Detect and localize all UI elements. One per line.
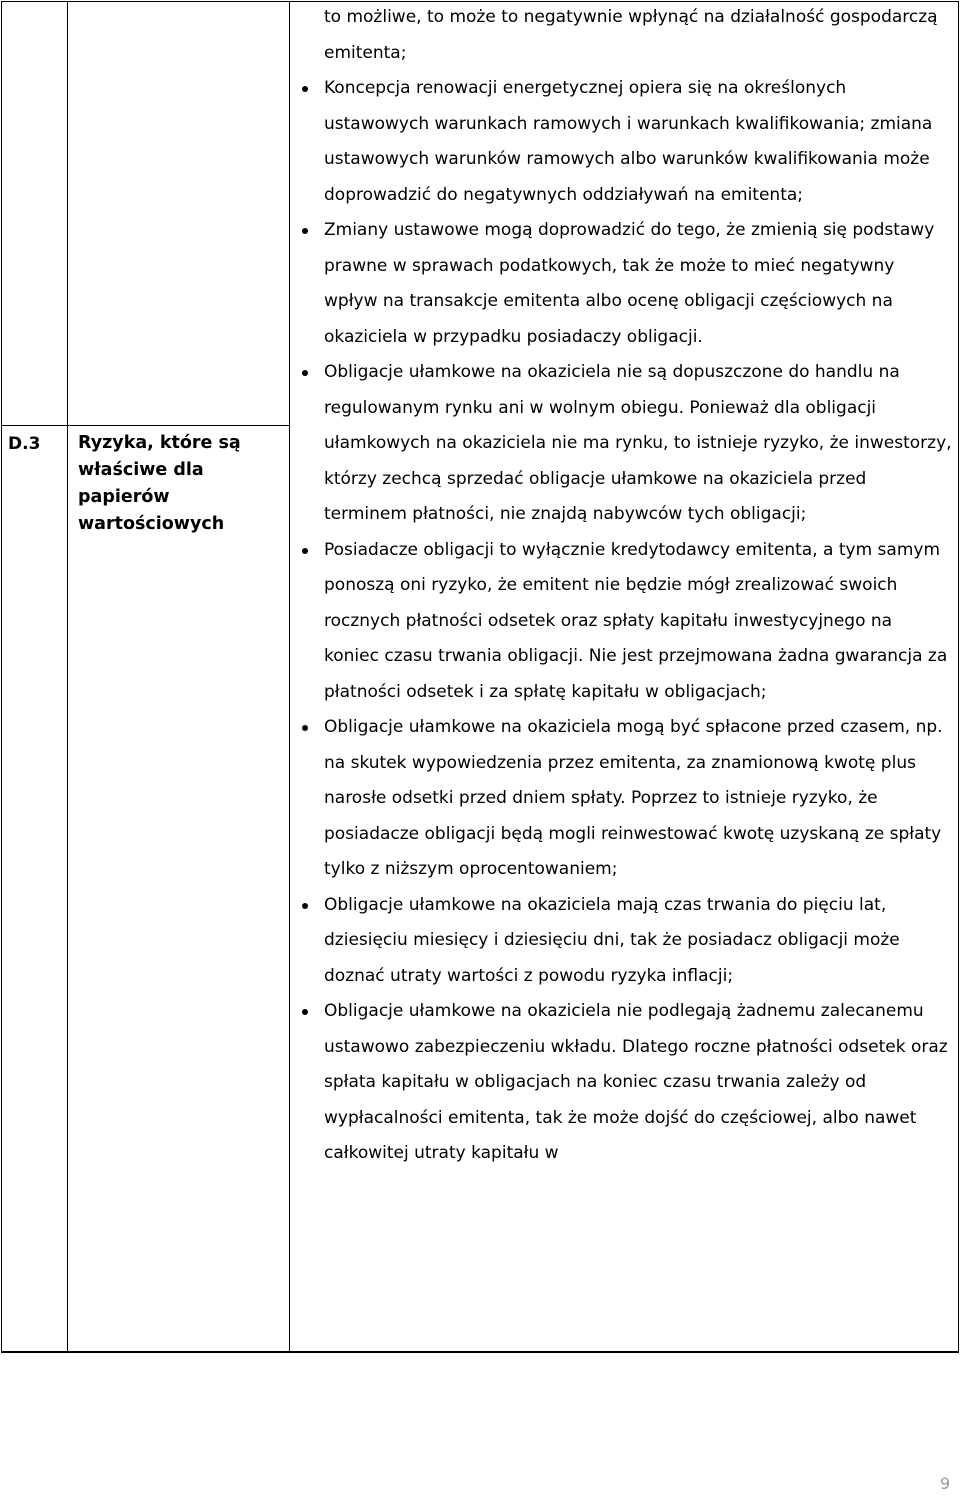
- table-column-divider-code: [67, 1, 68, 1353]
- section-title: Ryzyka, które są właściwe dla papierów wartościowych: [78, 433, 241, 534]
- bullet-list-d3: [300, 355, 952, 1172]
- table-column-divider-title: [289, 1, 290, 1353]
- bullet-list-previous-section: [300, 71, 952, 355]
- table-border-left: [1, 1, 2, 1353]
- list-item: [300, 71, 952, 213]
- bullet-icon: [302, 370, 308, 376]
- list-item-text: Koncepcja renowacji energetycznej opiera się na określonych ustawowych warunkach ramowych i warunkach kwalifikowania; zmiana ustawowych warunków ramowych albo warunków kwalifikowania może doprowadzić do negatywnych oddziaływań na emitenta;: [324, 78, 933, 205]
- list-item-text: Posiadacze obligacji to wyłącznie kredytodawcy emitenta, a tym samym ponoszą oni ryzyko, że emitent nie będzie mógł zrealizować swoich rocznych płatności odsetek oraz spłaty kapitału inwestycyjnego na koniec czasu trwania obligacji. Nie jest przejmowana żadna gwarancja za płatności odsetek i za spłatę kapitału w obligacjach;: [324, 539, 948, 702]
- table-row-divider: [1, 425, 290, 426]
- list-item: [300, 710, 952, 888]
- continuation-text: to możliwe, to może to negatywnie wpłynąć na działalność gospodarczą emitenta;: [324, 7, 938, 63]
- list-item-text: Obligacje ułamkowe na okaziciela mają czas trwania do pięciu lat, dziesięciu miesięcy i dziesięciu dni, tak że posiadacz obligacji może doznać utraty wartości z powodu ryzyka inflacji;: [324, 894, 900, 986]
- section-code: D.3: [8, 434, 41, 454]
- list-item: [300, 994, 952, 1172]
- table-border-bottom: [1, 1351, 959, 1353]
- bullet-icon: [302, 903, 308, 909]
- list-item: [300, 355, 952, 533]
- page-number: 9: [940, 1474, 951, 1493]
- list-item: [300, 213, 952, 355]
- list-item-text: Obligacje ułamkowe na okaziciela mogą być spłacone przed czasem, np. na skutek wypowiedzenia przez emitenta, za znamionową kwotę plus narosłe odsetki przed dniem spłaty. Poprzez to istnieje ryzyko, że posiadacze obligacji będą mogli reinwestować kwotę uzyskaną ze spłaty tylko z niższym oprocentowaniem;: [324, 717, 943, 879]
- bullet-icon: [302, 548, 308, 554]
- table-border-right: [958, 1, 959, 1353]
- list-item-text: Obligacje ułamkowe na okaziciela nie podlegają żadnemu zalecanemu ustawowo zabezpieczeniu wkładu. Dlatego roczne płatności odsetek oraz spłata kapitału w obligacjach na koniec czasu trwania zależy od wypłacalności emitenta, tak że może dojść do częściowej, albo nawet całkowitej utraty kapitału w: [324, 1001, 948, 1163]
- bullet-icon: [302, 725, 308, 731]
- list-item-text: Obligacje ułamkowe na okaziciela nie są dopuszczone do handlu na regulowanym rynku ani w wolnym obiegu. Ponieważ dla obligacji ułamkowych na okaziciela nie ma rynku, to istnieje ryzyko, że inwestorzy, którzy zechcą sprzedać obligacje ułamkowe na okaziciela przed terminem płatności, nie znajdą nabywców tych obligacji;: [324, 362, 952, 524]
- bullet-icon: [302, 86, 308, 92]
- bullet-icon: [302, 228, 308, 234]
- section-content: [300, 0, 952, 1172]
- list-item: [300, 888, 952, 995]
- list-item-text: Zmiany ustawowe mogą doprowadzić do tego, że zmienią się podstawy prawne w sprawach podatkowych, tak że może to mieć negatywny wpływ na transakcje emitenta albo ocenę obligacji częściowych na okaziciela w przypadku posiadaczy obligacji.: [324, 220, 935, 347]
- list-item: [300, 533, 952, 711]
- bullet-icon: [302, 1009, 308, 1015]
